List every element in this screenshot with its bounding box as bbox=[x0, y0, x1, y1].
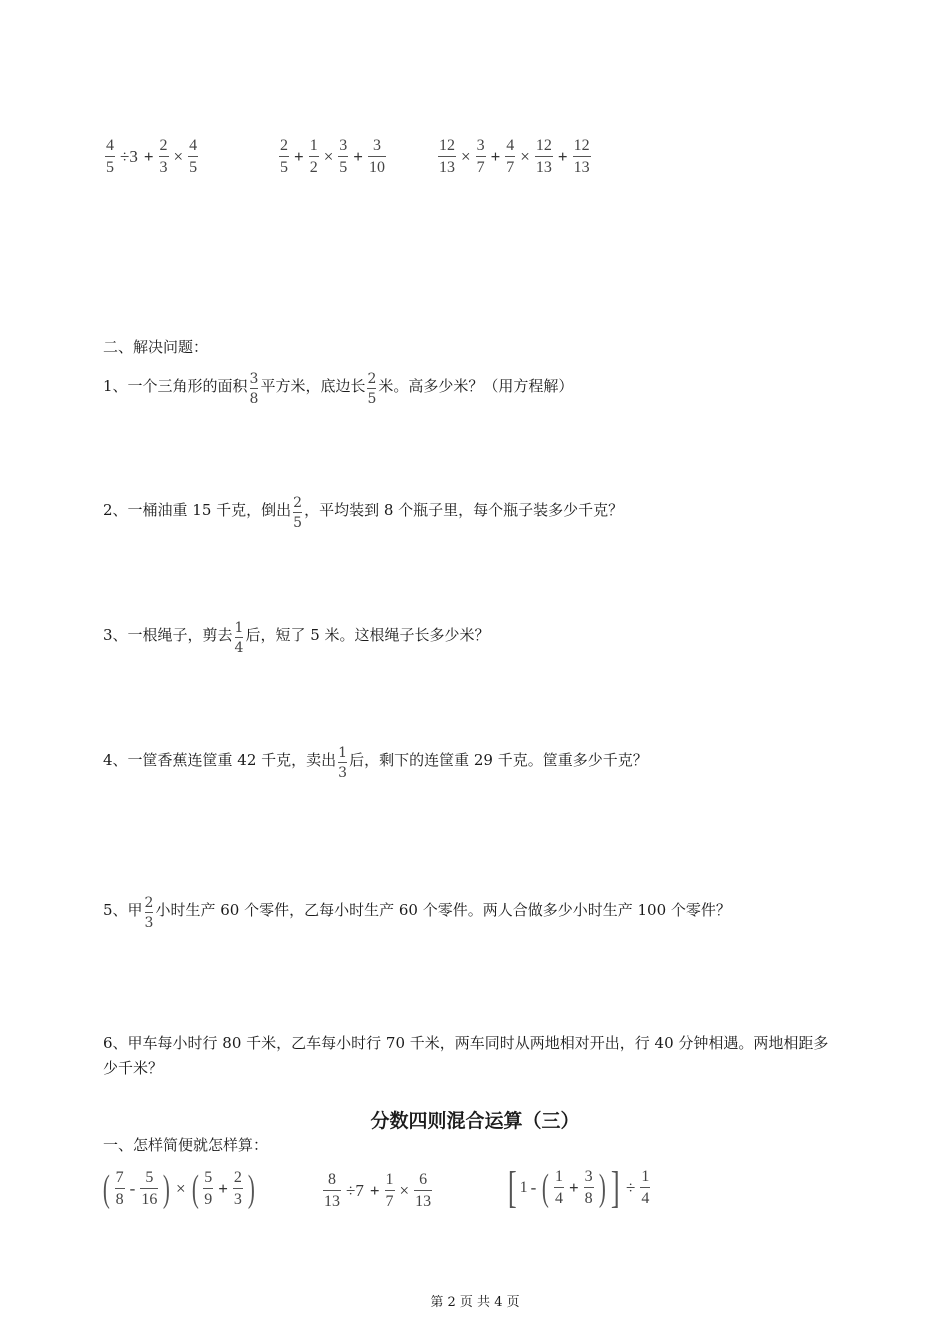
fraction: $\frac{5}{16}$ bbox=[141, 1169, 158, 1208]
page-title: 分数四则混合运算（三） bbox=[370, 1110, 580, 1132]
operator: × bbox=[520, 147, 530, 166]
question-4: 4、一筐香蕉连筐重 42 千克，卖出 $\frac{1}{3}$ 后，剩下的连筐重 29 千克。筐重多少千克？ bbox=[103, 745, 648, 781]
operator: × bbox=[173, 147, 184, 166]
operator: + bbox=[369, 1181, 380, 1200]
section-heading-problems: 二、解决问题： bbox=[103, 338, 209, 356]
exercise-bottom-1: ( $\frac{7}{8}$ - $\frac{5}{16}$ ) × ( $\frac{5}{9}$ + $\frac{2}{3}$ ) bbox=[102, 1168, 255, 1210]
fraction: $\frac{1}{4}$ bbox=[641, 1168, 650, 1207]
fraction: $\frac{1}{2}$ bbox=[309, 137, 318, 176]
fraction: $\frac{3}{8}$ bbox=[249, 371, 259, 407]
fraction: $\frac{4}{7}$ bbox=[506, 137, 515, 176]
operator: + bbox=[218, 1179, 228, 1198]
fraction: $\frac{4}{5}$ bbox=[106, 137, 114, 176]
operator: + bbox=[568, 1178, 579, 1197]
page-footer: 第 2 页 共 4 页 bbox=[430, 1295, 520, 1310]
exercise-top-3 bbox=[436, 138, 593, 176]
question-5: 5、甲 $\frac{2}{3}$ 小时生产 60 个零件，乙每小时生产 60 个零件。两人合做多少小时生产 100 个零件？ bbox=[103, 895, 731, 931]
fraction: $\frac{8}{13}$ bbox=[324, 1171, 340, 1210]
operator: ÷7 bbox=[346, 1181, 364, 1200]
question-3: 3、一根绳子，剪去 $\frac{1}{4}$ 后，短了 5 米。这根绳子长多少米？ bbox=[103, 620, 490, 656]
question-1: 1、一个三角形的面积 $\frac{3}{8}$ 平方米，底边长 $\frac{2}{5}$ 米。高多少米？（用方程解） bbox=[103, 371, 574, 407]
fraction: $\frac{2}{5}$ bbox=[293, 495, 303, 531]
fraction: $\frac{12}{13}$ bbox=[439, 137, 455, 176]
operator: - bbox=[129, 1179, 136, 1198]
fraction: $\frac{1}{7}$ bbox=[385, 1171, 394, 1210]
fraction: $\frac{12}{13}$ bbox=[573, 137, 590, 176]
exercise-bottom-3: [ 1 - ( $\frac{1}{4}$ + $\frac{3}{8}$ ) ] ÷ $\frac{1}{4}$ bbox=[507, 1163, 650, 1212]
fraction: $\frac{1}{4}$ bbox=[554, 1168, 563, 1207]
fraction: $\frac{12}{13}$ bbox=[535, 137, 552, 176]
fraction: $\frac{6}{13}$ bbox=[415, 1171, 432, 1210]
fraction: $\frac{3}{5}$ bbox=[339, 137, 348, 176]
operator: × bbox=[175, 1179, 186, 1198]
question-6-line-2: 少千米？ bbox=[103, 1059, 164, 1077]
exercise-top-1 bbox=[103, 138, 200, 176]
operator: + bbox=[143, 147, 154, 166]
fraction: $\frac{3}{10}$ bbox=[368, 137, 385, 176]
question-2: 2、一桶油重 15 千克，倒出 $\frac{2}{5}$ ，平均装到 8 个瓶子里，每个瓶子装多少千克？ bbox=[103, 495, 624, 531]
operator: - bbox=[530, 1178, 537, 1197]
fraction: $\frac{3}{7}$ bbox=[476, 137, 485, 176]
fraction: $\frac{1}{3}$ bbox=[338, 745, 348, 781]
exercise-bottom-2 bbox=[321, 1172, 434, 1210]
fraction: $\frac{2}{3}$ bbox=[159, 137, 168, 176]
operator: ÷3 bbox=[120, 147, 138, 166]
operator: × bbox=[323, 147, 334, 166]
fraction: $\frac{5}{9}$ bbox=[204, 1169, 213, 1208]
question-6-line-1: 6、甲车每小时行 80 千米，乙车每小时行 70 千米，两车同时从两地相对开出，行 40 分钟相遇。两地相距多 bbox=[103, 1034, 829, 1052]
fraction: $\frac{7}{8}$ bbox=[115, 1169, 124, 1208]
fraction: $\frac{1}{4}$ bbox=[234, 620, 244, 656]
fraction: $\frac{2}{5}$ bbox=[280, 137, 288, 176]
fraction: $\frac{2}{3}$ bbox=[233, 1169, 242, 1208]
operator: + bbox=[294, 147, 304, 166]
operator: + bbox=[490, 147, 501, 166]
exercise-top-2 bbox=[277, 138, 388, 176]
operator: × bbox=[461, 147, 471, 166]
number: 1 bbox=[519, 1179, 528, 1196]
operator: + bbox=[353, 147, 363, 166]
operator: ÷ bbox=[625, 1178, 636, 1197]
section-heading-simplify: 一、怎样简便就怎样算： bbox=[103, 1136, 269, 1154]
operator: × bbox=[399, 1181, 410, 1200]
fraction: $\frac{4}{5}$ bbox=[189, 137, 198, 176]
fraction: $\frac{3}{8}$ bbox=[584, 1168, 593, 1207]
operator: + bbox=[557, 147, 568, 166]
fraction: $\frac{2}{3}$ bbox=[144, 895, 154, 931]
fraction: $\frac{2}{5}$ bbox=[367, 371, 377, 407]
